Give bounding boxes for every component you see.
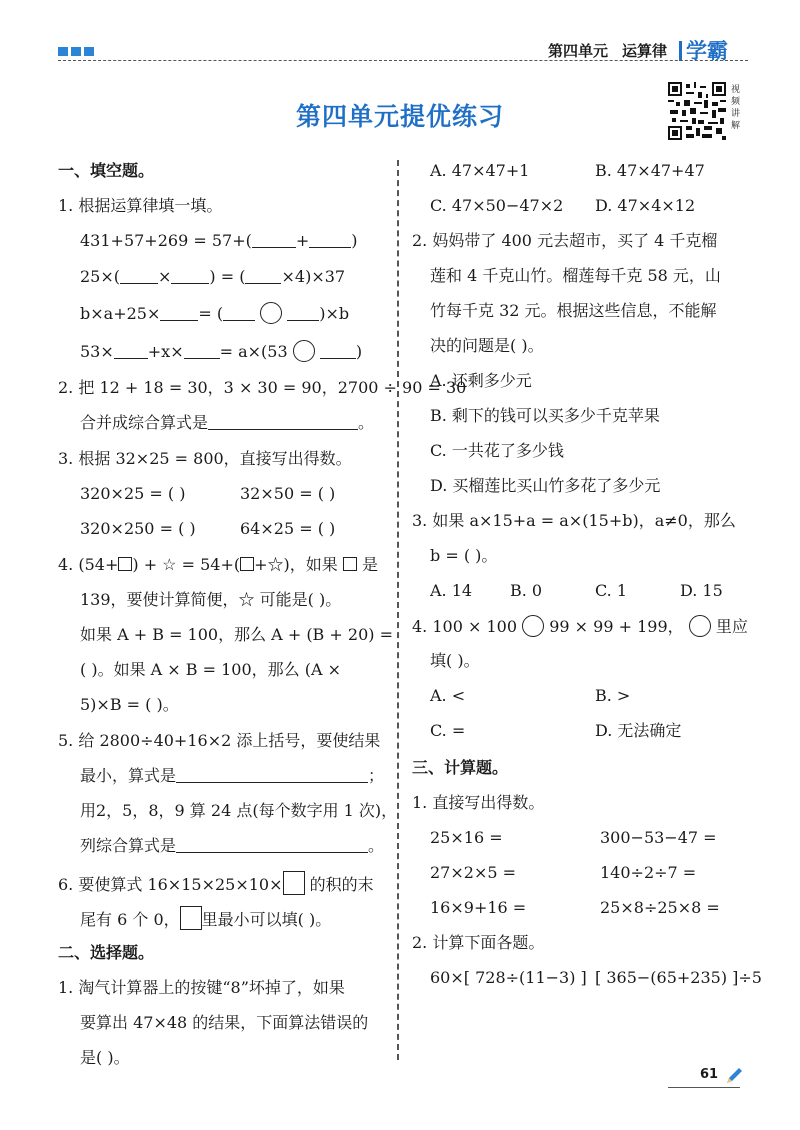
header-decoration xyxy=(58,47,94,56)
c3-option-d[interactable]: D. 15 xyxy=(680,581,723,600)
q6-line1: 6. 要使算式 16×15×25×10× 的积的末 xyxy=(58,871,374,896)
square-icon xyxy=(240,557,254,571)
c1-option-a[interactable]: A. 47×47+1 xyxy=(430,161,530,180)
c2-line1: 2. 妈妈带了 400 元去超市，买了 4 千克榴 xyxy=(412,231,718,250)
c3-option-a[interactable]: A. 14 xyxy=(430,581,473,600)
c2-option-a[interactable]: A. 还剩多少元 xyxy=(430,371,532,390)
column-divider xyxy=(397,160,399,1060)
q5-line1: 5. 给 2800÷40+16×2 添上括号，要使结果 xyxy=(58,731,381,750)
k1-item-3: 27×2×5 = xyxy=(430,863,517,882)
k1-item-2: 300−53−47 = xyxy=(600,828,717,847)
q1-text: 1. 根据运算律填一填。 xyxy=(58,196,223,215)
c2-option-b[interactable]: B. 剩下的钱可以买多少千克苹果 xyxy=(430,406,660,425)
header-topic: 运算律 xyxy=(622,42,668,60)
k1-text: 1. 直接写出得数。 xyxy=(412,793,545,812)
c4-option-c[interactable]: C. = xyxy=(430,721,466,740)
answer-blank[interactable] xyxy=(171,267,209,284)
answer-circle[interactable] xyxy=(522,615,544,637)
c1-option-d[interactable]: D. 47×4×12 xyxy=(595,196,696,215)
c2-line4: 决的问题是( )。 xyxy=(430,336,544,355)
header-unit: 第四单元 xyxy=(548,42,609,60)
q5-line4: 列综合算式是 。 xyxy=(80,836,385,855)
answer-blank[interactable] xyxy=(287,304,319,321)
c2-line2: 莲和 4 千克山竹。榴莲每千克 58 元，山 xyxy=(430,266,721,285)
footer-rule xyxy=(668,1087,740,1088)
answer-box[interactable] xyxy=(283,871,305,895)
section-calculation: 三、计算题。 xyxy=(412,758,509,777)
pencil-icon xyxy=(724,1066,744,1086)
q2-line2: 合并成综合算式是 。 xyxy=(80,413,375,432)
c3-option-b[interactable]: B. 0 xyxy=(510,581,543,600)
q2-line1: 2. 把 12 + 18 = 30，3 × 30 = 90，2700 ÷ 90 = 30 xyxy=(58,378,467,397)
answer-blank[interactable] xyxy=(160,304,198,321)
q4-line2: 139，要使计算简便，☆ 可能是( )。 xyxy=(80,590,342,609)
q3b: 32×50 = ( ) xyxy=(240,484,336,503)
header-rule xyxy=(58,60,748,61)
answer-blank[interactable] xyxy=(223,304,255,321)
c1-line1: 1. 淘气计算器上的按键“8”坏掉了，如果 xyxy=(58,978,345,997)
k2-text: 2. 计算下面各题。 xyxy=(412,933,545,952)
q5-line3: 用2，5，8，9 算 24 点(每个数字用 1 次)， xyxy=(80,801,398,820)
answer-blank[interactable] xyxy=(176,766,368,783)
c3-line2: b = ( )。 xyxy=(430,546,498,565)
answer-blank[interactable] xyxy=(320,342,356,359)
section-fill-in: 一、填空题。 xyxy=(58,161,155,180)
answer-blank[interactable] xyxy=(184,342,220,359)
answer-blank[interactable] xyxy=(208,413,358,430)
square-icon xyxy=(118,557,132,571)
k1-item-1: 25×16 = xyxy=(430,828,503,847)
q1d: 53× +x× = a×(53 ) xyxy=(80,342,363,361)
c2-line3: 竹每千克 32 元。根据这些信息，不能解 xyxy=(430,301,717,320)
page-number: 61 xyxy=(700,1067,719,1082)
answer-blank[interactable] xyxy=(114,342,148,359)
c3-line1: 3. 如果 a×15+a = a×(15+b)，a≠0，那么 xyxy=(412,511,736,530)
k2-item-1: 60×[ 728÷(11−3) ] xyxy=(430,968,587,987)
q3-text: 3. 根据 32×25 = 800，直接写出得数。 xyxy=(58,449,352,468)
q3c: 320×250 = ( ) xyxy=(80,519,196,538)
square-icon xyxy=(343,557,357,571)
brand-text: 学霸 xyxy=(686,39,728,63)
answer-blank[interactable] xyxy=(120,267,158,284)
c4-line1: 4. 100 × 100 99 × 99 + 199， 里应 xyxy=(412,617,748,636)
qr-code-icon[interactable] xyxy=(668,82,726,140)
answer-circle[interactable] xyxy=(293,340,315,362)
section-choice: 二、选择题。 xyxy=(58,943,155,962)
c1-line3: 是( )。 xyxy=(80,1048,130,1067)
k1-item-4: 140÷2÷7 = xyxy=(600,863,697,882)
q4-line3: 如果 A + B = 100，那么 A + (B + 20) = xyxy=(80,625,393,644)
k1-item-5: 16×9+16 = xyxy=(430,898,527,917)
q3a: 320×25 = ( ) xyxy=(80,484,186,503)
q6-line2: 尾有 6 个 0， 里最小可以填( )。 xyxy=(80,906,331,931)
page-title: 第四单元提优练习 xyxy=(295,102,504,131)
q1c: b×a+25× = ( )×b xyxy=(80,304,350,323)
c1-line2: 要算出 47×48 的结果，下面算法错误的 xyxy=(80,1013,369,1032)
c2-option-c[interactable]: C. 一共花了多少钱 xyxy=(430,441,564,460)
c3-option-c[interactable]: C. 1 xyxy=(595,581,628,600)
q4-line1: 4. (54+ ) + ☆ = 54+( +☆)，如果 是 xyxy=(58,555,378,574)
c4-option-b[interactable]: B. > xyxy=(595,686,631,705)
answer-blank[interactable] xyxy=(309,231,351,248)
q5-line2: 最小，算式是 ； xyxy=(80,766,385,785)
answer-box[interactable] xyxy=(180,906,202,930)
answer-circle[interactable] xyxy=(260,302,282,324)
c1-option-c[interactable]: C. 47×50−47×2 xyxy=(430,196,564,215)
c2-option-d[interactable]: D. 买榴莲比买山竹多花了多少元 xyxy=(430,476,661,495)
k2-item-2: [ 365−(65+235) ]÷5 xyxy=(595,968,762,987)
q4-line4: ( )。如果 A × B = 100，那么 (A × xyxy=(80,660,342,679)
circle-icon xyxy=(689,615,711,637)
c4-option-d[interactable]: D. 无法确定 xyxy=(595,721,682,740)
q1a: 431+57+269 = 57+( + ) xyxy=(80,231,358,250)
qr-caption: 视频讲解 xyxy=(731,85,741,131)
q3d: 64×25 = ( ) xyxy=(240,519,336,538)
c4-line2: 填( )。 xyxy=(430,651,480,670)
answer-blank[interactable] xyxy=(245,267,281,284)
q4-line5: 5)×B = ( )。 xyxy=(80,695,179,714)
k1-item-6: 25×8÷25×8 = xyxy=(600,898,720,917)
c4-option-a[interactable]: A. < xyxy=(430,686,466,705)
c1-option-b[interactable]: B. 47×47+47 xyxy=(595,161,705,180)
q1b: 25×( × ) = ( ×4)×37 xyxy=(80,267,346,286)
answer-blank[interactable] xyxy=(252,231,296,248)
answer-blank[interactable] xyxy=(176,836,368,853)
